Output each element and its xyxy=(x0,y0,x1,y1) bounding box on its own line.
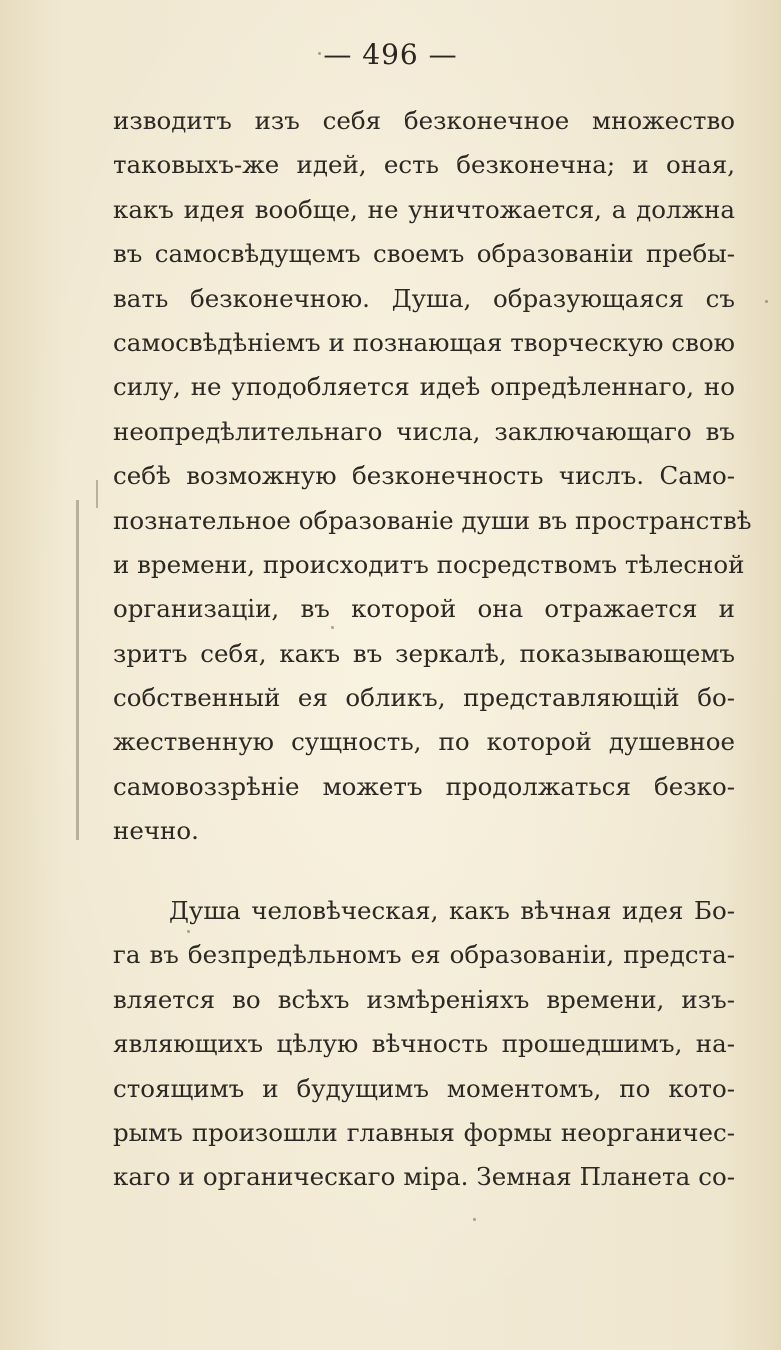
text-line: изводитъ изъ себя безконечное множество xyxy=(113,106,735,135)
text-line: познательное образованіе души въ пространствѣ xyxy=(113,505,752,535)
text-line: неопредѣлительнаго числа, заключающаго въ xyxy=(113,416,735,446)
text-line: самосвѣдѣніемъ и познающая творческую свою xyxy=(113,327,735,357)
text-line: собственный ея обликъ, представляющій бо- xyxy=(113,683,735,713)
text-line: жественную сущность, по которой душевное xyxy=(113,727,735,757)
paper-speck xyxy=(765,300,768,303)
text-line: себѣ возможную безконечность числъ. Само- xyxy=(113,461,735,491)
paragraph xyxy=(113,889,735,1200)
margin-pencil-mark xyxy=(96,480,98,508)
paper-speck xyxy=(473,1218,476,1221)
paragraph xyxy=(113,99,752,854)
text-line: организаціи, въ которой она отражается и xyxy=(113,594,735,624)
text-line: стоящимъ и будущимъ моментомъ, по кото- xyxy=(113,1073,735,1103)
text-line: га въ безпредѣльномъ ея образованіи, предста- xyxy=(113,940,735,970)
text-line: каго и органическаго міра. Земная Планета со- xyxy=(113,1162,735,1192)
text-line: силу, не уподобляется идеѣ опредѣленнаго, но xyxy=(113,372,735,402)
text-line: нечно. xyxy=(113,816,199,846)
text-line: и времени, происходитъ посредствомъ тѣлесной xyxy=(113,549,745,579)
page-number: — 496 — xyxy=(323,38,458,71)
text-line: Душа человѣческая, какъ вѣчная идея Бо- xyxy=(169,896,735,925)
text-line: являющихъ цѣлую вѣчность прошедшимъ, на- xyxy=(113,1029,735,1059)
text-line: въ самосвѣдущемъ своемъ образованіи пребы- xyxy=(113,239,735,269)
margin-pencil-mark xyxy=(76,500,79,840)
paper-speck xyxy=(318,52,321,55)
text-line: самовоззрѣніе можетъ продолжаться безко- xyxy=(113,771,735,801)
text-line: какъ идея вообще, не уничтожается, а должна xyxy=(113,194,735,224)
text-line: вать безконечною. Душа, образующаяся съ xyxy=(113,283,735,313)
text-line: таковыхъ-же идей, есть безконечна; и оная, xyxy=(113,150,735,180)
text-line: рымъ произошли главныя формы неорганичес- xyxy=(113,1117,735,1147)
text-line: вляется во всѣхъ измѣреніяхъ времени, изъ- xyxy=(113,984,735,1014)
text-line: зритъ себя, какъ въ зеркалѣ, показывающемъ xyxy=(113,638,735,668)
